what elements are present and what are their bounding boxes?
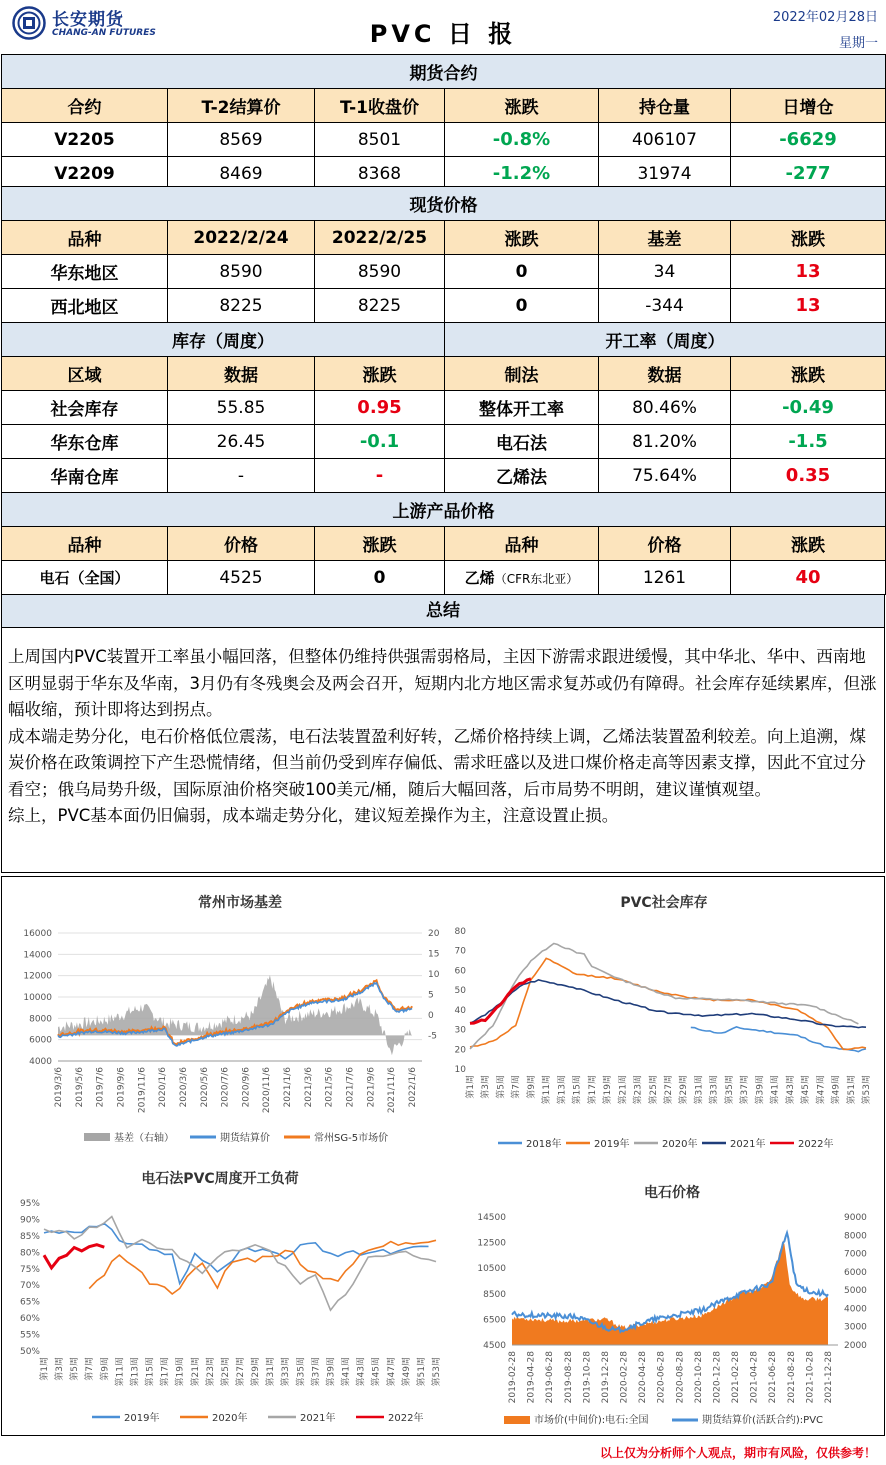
legend-label: 期货结算价(活跃合约):PVC [702, 1415, 824, 1426]
tick-label: 2020-06-28 [656, 1351, 667, 1404]
tick-label: 20 [428, 929, 440, 939]
tick-label: 2000 [844, 1341, 867, 1351]
table-row [2, 561, 886, 595]
tick-label: 2020-08-28 [675, 1351, 686, 1404]
region-cell: 西北地区 [2, 289, 168, 323]
y-axis [455, 927, 467, 1075]
operating-section-title: 开工率（周度） [445, 323, 886, 357]
chart-title: PVC社会库存 [620, 895, 708, 911]
tick-label: 85% [19, 1231, 40, 1242]
tick-label: 第7周 [511, 1075, 522, 1099]
value-cell: 55.85 [168, 391, 315, 425]
legend-label: 2020年 [212, 1413, 248, 1424]
tick-label: 第11周 [542, 1075, 553, 1105]
change-cell: -0.1 [315, 425, 445, 459]
value-cell: 4525 [168, 561, 315, 595]
tick-label: 2019-04-28 [526, 1351, 537, 1404]
futures-header-row [2, 89, 886, 123]
tick-label: 0 [428, 1010, 434, 1021]
legend-label: 常州SG-5市场价 [314, 1133, 389, 1144]
tick-label: 第17周 [587, 1075, 598, 1105]
basis-cell: -344 [599, 289, 731, 323]
header-cell: 涨跌 [315, 527, 445, 561]
tick-label: 2022/1/6 [408, 1067, 418, 1108]
tick-label: 30 [454, 1025, 466, 1036]
basis-area [58, 975, 412, 1055]
tick-label: 2020/9/6 [241, 1067, 252, 1108]
x-axis [508, 1351, 834, 1404]
tick-label: 70% [19, 1281, 40, 1292]
calcium-carbide-price-chart [446, 1159, 884, 1435]
spot-section-title: 现货价格 [2, 187, 886, 221]
tick-label: 75% [19, 1264, 40, 1275]
tick-label: 第1周 [466, 1075, 476, 1099]
y-axis [20, 1199, 40, 1357]
table-row [2, 289, 886, 323]
header-cell: 基差 [599, 221, 731, 255]
plot-area [512, 1233, 838, 1345]
tick-label: 2021/7/6 [345, 1067, 356, 1108]
value-cell: 8225 [315, 289, 445, 323]
tick-label: 2019/7/6 [95, 1067, 106, 1108]
tick-label: 第45周 [801, 1075, 812, 1105]
legend-label: 2019年 [594, 1139, 630, 1150]
tick-label: 第51周 [846, 1075, 857, 1105]
spot-header-row [2, 221, 886, 255]
tick-label: 8000 [844, 1231, 867, 1242]
tick-label: 第13周 [557, 1075, 568, 1105]
tick-label: -5 [428, 1031, 437, 1042]
series-line [470, 944, 858, 1049]
tick-label: 第9周 [526, 1075, 537, 1099]
legend-swatch [504, 1416, 530, 1424]
tick-label: 2019/3/6 [54, 1067, 64, 1108]
header-cell: 涨跌 [731, 527, 886, 561]
tick-label: 10 [454, 1065, 466, 1075]
legend-label: 2021年 [730, 1139, 766, 1150]
header-cell: 合约 [2, 89, 168, 123]
tick-label: 第15周 [572, 1075, 583, 1105]
tick-label: 4500 [483, 1341, 506, 1351]
change-cell: 13 [731, 255, 886, 289]
tick-label: 2021/11/6 [387, 1067, 398, 1114]
tick-label: 第53周 [432, 1357, 442, 1387]
tick-label: 第3周 [481, 1075, 492, 1099]
legend-label: 基差（右轴） [114, 1133, 174, 1144]
header-cell: 持仓量 [599, 89, 731, 123]
series-line [470, 980, 866, 1028]
method-cell: 整体开工率 [445, 391, 599, 425]
tick-label: 2020-12-28 [712, 1351, 723, 1404]
tick-label: 第21周 [190, 1357, 201, 1387]
tick-label: 第21周 [618, 1075, 629, 1105]
tick-label: 第5周 [496, 1075, 507, 1099]
tick-label: 6500 [483, 1315, 506, 1326]
tick-label: 12000 [23, 971, 52, 982]
tick-label: 第5周 [70, 1357, 81, 1381]
tick-label: 8000 [29, 1014, 52, 1025]
tick-label: 40 [454, 1005, 466, 1016]
product-note: （CFR东北亚） [494, 572, 579, 586]
tick-label: 2021/1/6 [283, 1067, 294, 1108]
method-cell: 乙烯法 [445, 459, 599, 493]
futures-table [1, 54, 886, 191]
tick-label: 第37周 [311, 1357, 322, 1387]
chart-legend [84, 1131, 388, 1144]
tick-label: 12500 [477, 1238, 506, 1249]
header-cell: 涨跌 [731, 221, 886, 255]
tick-label: 50% [19, 1347, 40, 1357]
tick-label: 2020/5/6 [199, 1067, 210, 1108]
table-row [2, 391, 886, 425]
header-cell: 区域 [2, 357, 168, 391]
change-cell: 0.95 [315, 391, 445, 425]
y-axis-right [428, 929, 440, 1041]
tick-label: 2019-02-28 [508, 1351, 518, 1404]
tick-label: 第19周 [175, 1357, 186, 1387]
report-title: PVC 日 报 [369, 20, 517, 48]
plot-area [470, 944, 866, 1052]
tick-label: 第35周 [296, 1357, 307, 1387]
header-cell: 品种 [2, 221, 168, 255]
tick-label: 2020-04-28 [638, 1351, 649, 1404]
tick-label: 2019-10-28 [582, 1351, 593, 1404]
tick-label: 5 [428, 990, 434, 1001]
area-cell: 华东仓库 [2, 425, 168, 459]
header-cell: 价格 [599, 527, 731, 561]
summary-paragraph: 上周国内PVC装置开工率虽小幅回落，但整体仍维持供强需弱格局，主因下游需求跟进缓慢，其中华北、华中、西南地区明显弱于华东及华南，3月仍有冬残奥会及两会召开，短期内北方地区需求复苏或仍有障碍。社会库存延续累库，但涨幅收缩，预计即将达到拐点。 [8, 647, 877, 719]
inventory-section-title: 库存（周度） [2, 323, 445, 357]
tick-label: 2021-04-28 [749, 1351, 760, 1404]
tick-label: 2021-06-28 [768, 1351, 779, 1404]
value-cell: 8590 [168, 255, 315, 289]
tick-label: 2019-12-28 [600, 1351, 611, 1404]
value-cell: 75.64% [599, 459, 731, 493]
plot-area [44, 1217, 436, 1311]
header-cell: 2022/2/24 [168, 221, 315, 255]
tick-label: 65% [19, 1297, 40, 1308]
value-cell: 8469 [168, 157, 315, 191]
report-date: 2022年02月28日 [772, 10, 878, 25]
chart-legend [92, 1411, 423, 1424]
x-axis [54, 1067, 418, 1113]
tick-label: 95% [19, 1199, 40, 1209]
tick-label: 10500 [477, 1264, 506, 1275]
table-row [2, 255, 886, 289]
value-cell: 8368 [315, 157, 445, 191]
chart-legend [504, 1413, 823, 1426]
tick-label: 第27周 [664, 1075, 674, 1105]
chart-title: 电石价格 [644, 1185, 700, 1201]
header-cell: 品种 [445, 527, 599, 561]
tick-label: 第41周 [341, 1357, 352, 1387]
tick-label: 2021-08-28 [786, 1351, 797, 1404]
legend-label: 期货结算价 [220, 1133, 270, 1144]
tick-label: 第19周 [603, 1075, 614, 1105]
method-cell: 电石法 [445, 425, 599, 459]
change-cell: -1.2% [445, 157, 599, 191]
tick-label: 2019-06-28 [545, 1351, 556, 1404]
tick-label: 10000 [23, 993, 52, 1003]
spot-table [1, 186, 886, 323]
product-name: 乙烯 [464, 569, 495, 587]
tick-label: 2021/9/6 [366, 1067, 377, 1108]
tick-label: 第29周 [679, 1075, 690, 1105]
brand-name: 长安期货 [52, 10, 124, 30]
disclaimer: 以上仅为分析师个人观点，期市有风险，仅供参考！ [599, 1446, 876, 1460]
basis-chart [4, 879, 444, 1155]
series-line [44, 1245, 104, 1268]
tick-label: 60% [19, 1314, 40, 1325]
header-cell: 制法 [445, 357, 599, 391]
header-cell: 涨跌 [315, 357, 445, 391]
x-axis [38, 1357, 442, 1386]
tick-label: 6000 [29, 1035, 52, 1046]
value-cell: 8569 [168, 123, 315, 157]
tick-label: 第11周 [115, 1357, 126, 1387]
area-cell: 社会库存 [2, 391, 168, 425]
tick-label: 第7周 [85, 1357, 96, 1381]
tick-label: 第47周 [816, 1075, 827, 1105]
series-line [691, 1027, 866, 1052]
summary-title: 总结 [1, 594, 885, 628]
value-cell: 406107 [599, 123, 731, 157]
chart-legend [498, 1137, 833, 1150]
tick-label: 20 [454, 1045, 466, 1056]
tick-label: 第17周 [160, 1357, 171, 1387]
product-cell: 电石（全国） [2, 561, 168, 595]
y-axis-left [477, 1213, 506, 1351]
value-cell: 26.45 [168, 425, 315, 459]
report-weekday: 星期一 [838, 36, 878, 51]
charts-panel [1, 876, 885, 1436]
value-cell: 81.20% [599, 425, 731, 459]
region-cell: 华东地区 [2, 255, 168, 289]
header-cell: 日增仓 [731, 89, 886, 123]
series-line [470, 958, 866, 1049]
upstream-section-title: 上游产品价格 [2, 493, 886, 527]
area-cell: 华南仓库 [2, 459, 168, 493]
tick-label: 55% [19, 1330, 40, 1341]
legend-label: 2021年 [300, 1413, 336, 1424]
tick-label: 第49周 [831, 1075, 842, 1105]
legend-label: 市场价(中间价):电石:全国 [534, 1415, 649, 1426]
change-cell: 0 [445, 255, 599, 289]
tick-label: 第3周 [55, 1357, 66, 1381]
tick-label: 第33周 [281, 1357, 292, 1387]
header-cell: 涨跌 [445, 221, 599, 255]
tick-label: 70 [454, 946, 466, 957]
tick-label: 2021/5/6 [324, 1067, 335, 1108]
tick-label: 第39周 [755, 1075, 766, 1105]
brand-name-en: CHANG-AN FUTURES [52, 28, 156, 38]
legend-label: 2022年 [798, 1139, 834, 1150]
tick-label: 9000 [844, 1213, 867, 1223]
tick-label: 3000 [844, 1322, 867, 1333]
series-line [44, 1224, 429, 1284]
tick-label: 2019/5/6 [74, 1067, 85, 1108]
tick-label: 第47周 [386, 1357, 397, 1387]
tick-label: 60 [454, 966, 466, 977]
tick-label: 10 [428, 969, 440, 980]
inventory-header-row [2, 357, 886, 391]
tick-label: 第43周 [785, 1075, 796, 1105]
tick-label: 第31周 [694, 1075, 705, 1105]
series-line [44, 1217, 436, 1311]
value-cell: 80.46% [599, 391, 731, 425]
upstream-table [1, 492, 886, 595]
social-inventory-chart [446, 879, 884, 1155]
tick-label: 第41周 [770, 1075, 781, 1105]
tick-label: 2019-08-28 [563, 1351, 574, 1404]
tick-label: 第51周 [416, 1357, 427, 1387]
contract-cell: V2205 [2, 123, 168, 157]
tick-label: 第37周 [740, 1075, 751, 1105]
tick-label: 16000 [23, 929, 52, 939]
tick-label: 2019/11/6 [137, 1067, 148, 1114]
upstream-header-row [2, 527, 886, 561]
tick-label: 第39周 [326, 1357, 337, 1387]
tick-label: 2021-12-28 [824, 1351, 834, 1404]
change-cell: -6629 [731, 123, 886, 157]
tick-label: 第31周 [266, 1357, 277, 1387]
header-cell: 涨跌 [731, 357, 886, 391]
tick-label: 第23周 [205, 1357, 216, 1387]
tick-label: 第49周 [401, 1357, 412, 1387]
x-axis [464, 1075, 872, 1104]
summary-paragraph: 综上，PVC基本面仍旧偏弱，成本端走势分化，建议短差操作为主，注意设置止损。 [8, 806, 619, 825]
tick-label: 4000 [29, 1057, 52, 1067]
tick-label: 6000 [844, 1267, 867, 1278]
tick-label: 80% [19, 1248, 40, 1259]
tick-label: 90% [19, 1215, 40, 1226]
tick-label: 4000 [844, 1304, 867, 1315]
tick-label: 15 [428, 949, 440, 960]
change-cell: -0.49 [731, 391, 886, 425]
product-cell [445, 561, 599, 595]
tick-label: 50 [454, 986, 466, 997]
value-cell: 8501 [315, 123, 445, 157]
tick-label: 2020/1/6 [158, 1067, 169, 1108]
tick-label: 2020-10-28 [693, 1351, 704, 1404]
tick-label: 第23周 [633, 1075, 644, 1105]
table-row [2, 123, 886, 157]
tick-label: 2021/3/6 [303, 1067, 314, 1108]
value-cell: - [168, 459, 315, 493]
y-axis-right [844, 1213, 867, 1351]
inventory-operating-table [1, 322, 886, 493]
header-cell: 价格 [168, 527, 315, 561]
change-cell: 13 [731, 289, 886, 323]
tick-label: 第53周 [862, 1075, 872, 1105]
value-cell: 1261 [599, 561, 731, 595]
change-cell: 0.35 [731, 459, 886, 493]
tick-label: 2020/11/6 [262, 1067, 273, 1114]
chart-title: 常州市场基差 [198, 895, 282, 911]
tick-label: 7000 [844, 1249, 867, 1260]
tick-label: 2021-02-28 [731, 1351, 742, 1404]
legend-label: 2022年 [388, 1413, 424, 1424]
value-cell: 31974 [599, 157, 731, 191]
legend-label: 2020年 [662, 1139, 698, 1150]
tick-label: 第13周 [130, 1357, 141, 1387]
header-cell: 数据 [168, 357, 315, 391]
tick-label: 第35周 [724, 1075, 735, 1105]
value-cell: 8590 [315, 255, 445, 289]
tick-label: 第15周 [145, 1357, 156, 1387]
change-cell: -277 [731, 157, 886, 191]
report-header [0, 0, 886, 54]
futures-section-title: 期货合约 [2, 55, 886, 89]
tick-label: 2020/7/6 [220, 1067, 231, 1108]
chart-title: 电石法PVC周度开工负荷 [141, 1171, 299, 1187]
tick-label: 2021-10-28 [805, 1351, 816, 1404]
change-cell: 0 [445, 289, 599, 323]
tick-label: 第25周 [648, 1075, 659, 1105]
header-cell: 2022/2/25 [315, 221, 445, 255]
contract-cell: V2209 [2, 157, 168, 191]
tick-label: 2019/9/6 [116, 1067, 127, 1108]
change-cell: -1.5 [731, 425, 886, 459]
tick-label: 第9周 [100, 1357, 111, 1381]
tick-label: 第43周 [356, 1357, 367, 1387]
header-cell: 品种 [2, 527, 168, 561]
tick-label: 2020/3/6 [178, 1067, 189, 1108]
value-cell: 8225 [168, 289, 315, 323]
operating-rate-chart [4, 1159, 444, 1435]
tick-label: 2020-02-28 [619, 1351, 630, 1404]
tick-label: 第1周 [40, 1357, 50, 1381]
legend-swatch [84, 1133, 110, 1141]
change-cell: 0 [315, 561, 445, 595]
legend-label: 2018年 [526, 1139, 562, 1150]
tick-label: 第25周 [220, 1357, 231, 1387]
header-cell: T-2结算价 [168, 89, 315, 123]
legend-label: 2019年 [124, 1413, 160, 1424]
y-axis-left [23, 929, 422, 1067]
header-cell: 涨跌 [445, 89, 599, 123]
change-cell: 40 [731, 561, 886, 595]
header-cell: T-1收盘价 [315, 89, 445, 123]
header-cell: 数据 [599, 357, 731, 391]
table-row [2, 425, 886, 459]
summary-body [1, 627, 885, 873]
tick-label: 5000 [844, 1286, 867, 1297]
tick-label: 80 [454, 927, 466, 937]
change-cell: - [315, 459, 445, 493]
tick-label: 第27周 [236, 1357, 246, 1387]
table-row [2, 459, 886, 493]
tick-label: 14500 [477, 1213, 506, 1223]
tick-label: 8500 [483, 1289, 506, 1300]
basis-cell: 34 [599, 255, 731, 289]
summary-paragraph: 成本端走势分化，电石价格低位震荡，电石法装置盈利好转，乙烯价格持续上调，乙烯法装置盈利较差。向上追溯，煤炭价格在政策调控下产生恐慌情绪，但当前仍受到库存偏低、需求旺盛以及进口煤价格走高等因素支撑，因此不宜过分看空；俄乌局势升级，国际原油价格突破100美元/桶，随后大幅回落，后市局势不明朗，建议谨慎观望。 [8, 726, 866, 799]
tick-label: 第29周 [251, 1357, 262, 1387]
tick-label: 第33周 [709, 1075, 720, 1105]
change-cell: -0.8% [445, 123, 599, 157]
tick-label: 14000 [23, 950, 52, 961]
tick-label: 第45周 [371, 1357, 382, 1387]
